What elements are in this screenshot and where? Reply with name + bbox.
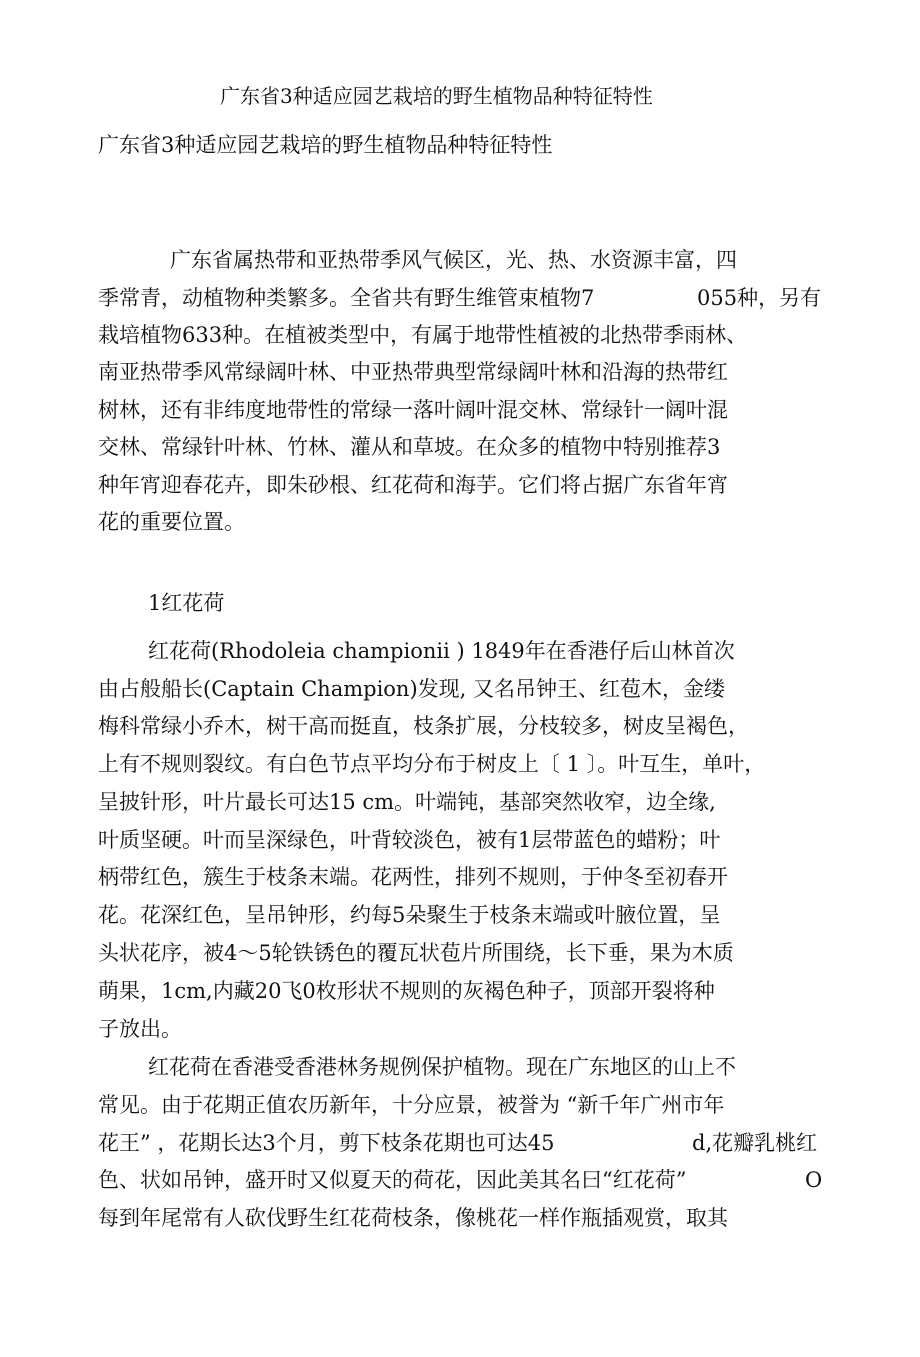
p2-line-1: 红花荷在香港受香港林务规例保护植物。现在广东地区的山上不 xyxy=(148,1055,736,1079)
document-title: 广东省3种适应园艺栽培的野生植物品种特征特性 xyxy=(98,133,553,157)
intro-line-2: 季常青，动植物种类繁多。全省共有野生维管束植物7 xyxy=(98,286,595,310)
intro-line-6: 交林、常绿针叶林、竹林、灌从和草坡。在众多的植物中特别推荐3 xyxy=(98,435,721,459)
p1-line-9: 头状花序，被4～5轮铁锈色的覆瓦状苞片所围绕，长下垂，果为木质 xyxy=(98,941,734,965)
intro-line-2-end: 055种，另有 xyxy=(697,286,822,310)
p1-line-6: 叶质坚硬。叶而呈深绿色，叶背较淡色，被有1层带蓝色的蜡粉；叶 xyxy=(98,828,721,852)
p2-line-4: 色、状如吊钟，盛开时又似夏天的荷花，因此美其名曰“红花荷” xyxy=(98,1168,687,1192)
p1-line-1: 红花荷(Rhodoleia championii ) 1849年在香港仔后山林首次 xyxy=(148,639,735,663)
intro-line-7: 种年宵迎春花卉，即朱砂根、红花荷和海芋。它们将占据广东省年宵 xyxy=(98,473,728,497)
intro-line-3: 栽培植物633种。在植被类型中，有属于地带性植被的北热带季雨林、 xyxy=(98,323,748,347)
p1-line-4: 上有不规则裂纹。有白色节点平均分布于树皮上〔 1 〕。叶互生，单叶， xyxy=(98,752,766,776)
p2-line-4-end: O xyxy=(805,1168,823,1192)
p2-line-3-end: d,花瓣乳桃红 xyxy=(692,1131,818,1155)
intro-line-5: 树林，还有非纬度地带性的常绿一落叶阔叶混交林、常绿针一阔叶混 xyxy=(98,398,728,422)
intro-line-4: 南亚热带季风常绿阔叶林、中亚热带典型常绿阔叶林和沿海的热带红 xyxy=(98,360,728,384)
intro-line-1: 广东省属热带和亚热带季风气候区，光、热、水资源丰富，四 xyxy=(170,248,737,272)
p1-line-10: 萌果，1cm,内藏20飞0枚形状不规则的灰褐色种子，顶部开裂将种 xyxy=(98,979,715,1003)
p1-line-11: 子放出。 xyxy=(98,1017,182,1041)
p1-line-3: 梅科常绿小乔木，树干高而挺直，枝条扩展，分枝较多，树皮呈褐色， xyxy=(98,714,749,738)
p2-line-5: 每到年尾常有人砍伐野生红花荷枝条，像桃花一样作瓶插观赏，取其 xyxy=(98,1206,728,1230)
p1-line-5: 呈披针形，叶片最长可达15 cm。叶端钝，基部突然收窄，边全缘, xyxy=(98,790,716,814)
p1-line-8: 花。花深红色，呈吊钟形，约每5朵聚生于枝条末端或叶腋位置，呈 xyxy=(98,903,721,927)
intro-line-8: 花的重要位置。 xyxy=(98,510,245,534)
p1-line-7: 柄带红色，簇生于枝条末端。花两性，排列不规则，于仲冬至初春开 xyxy=(98,865,728,889)
p1-line-2: 由占般船长(Captain Champion)发现, 又名吊钟王、红苞木，金缕 xyxy=(98,677,725,701)
document-title-centered: 广东省3种适应园艺栽培的野生植物品种特征特性 xyxy=(220,84,653,108)
p2-line-2: 常见。由于花期正值农历新年，十分应景，被誉为 “新千年广州市年 xyxy=(98,1093,725,1117)
p2-line-3: 花王” ，花期长达3个月，剪下枝条花期也可达45 xyxy=(98,1131,555,1155)
section-heading: 1红花荷 xyxy=(148,591,225,615)
